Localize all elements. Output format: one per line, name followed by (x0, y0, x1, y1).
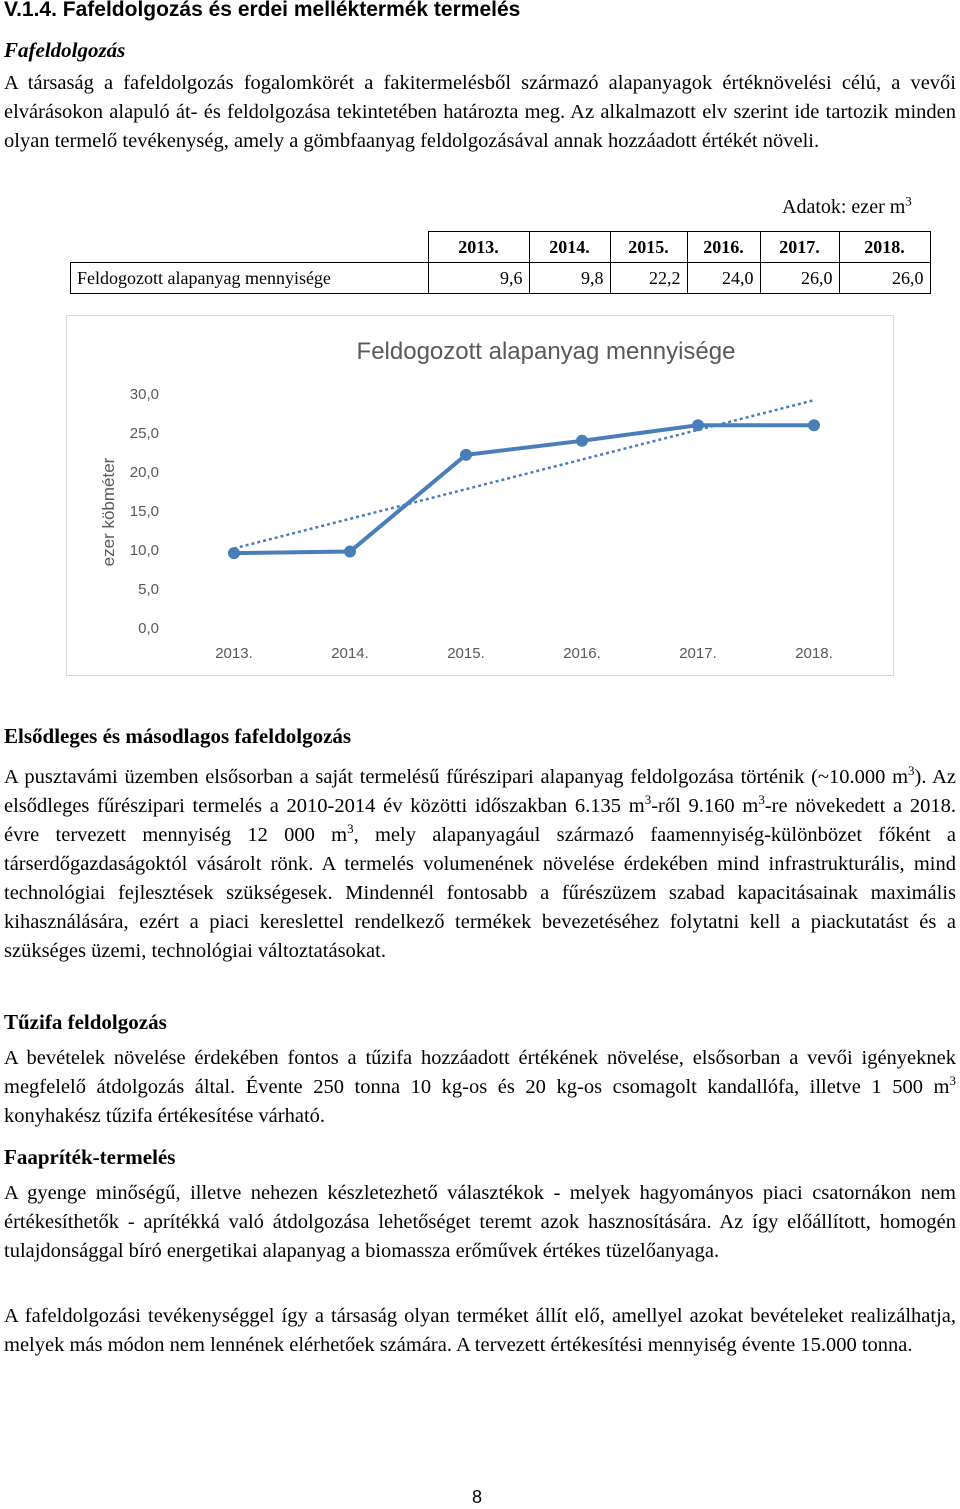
series-line (234, 425, 814, 553)
woodchips-paragraph: A gyenge minőségű, illetve nehezen készletezhető választékok - melyek hagyományos piaci csatornákon nem értékesíthetők - aprítékká való átdolgozása lehetőséget teremt azok hasznosítására. Az így előállított, homogén tulajdonsággal bíró energetikai alapanyag a biomassza erőművek értékes tüzelőanyaga. (4, 1182, 956, 1262)
x-tick-label: 2013. (215, 645, 253, 662)
table-header-year: 2014. (529, 232, 610, 263)
section-title-woodchips: Faapríték-termelés (4, 1145, 176, 1169)
data-table (70, 231, 931, 294)
x-tick-label: 2017. (679, 645, 717, 662)
x-tick-label: 2016. (563, 645, 601, 662)
table-cell: 26,0 (839, 263, 930, 294)
closing-paragraph: A fafeldolgozási tevékenységgel így a társaság olyan terméket állít elő, amellyel azokat bevételeket realizálhatja, melyek más módon nem lennének elérhetőek számára. A tervezett értékesítési mennyiség évente 15.000 tonna. (4, 1305, 956, 1356)
data-point (228, 547, 240, 559)
data-point (692, 419, 704, 431)
x-tick-label: 2015. (447, 645, 485, 662)
table-cell: 26,0 (760, 263, 839, 294)
table-header-year: 2017. (760, 232, 839, 263)
processing-paragraph: A pusztavámi üzemben elsősorban a saját termelésű fűrészipari alapanyag feldolgozása történik (~10.000 $m^3$). Az elsődleges fűrészipari termelés a 2010-2014 év közötti időszakban 6.135 $m^3$-ről 9.160 $m^3-re$ növekedett a 2018. évre tervezett mennyiség 12 000 $m^3$, mely alapanyagául származó faamennyiség-különbözet főként a társerdőgazdaságoktól vásárolt rönk. A termelés volumenének növelése érdekében mind infrastrukturális, mind technológiai fejlesztések szükségesek. Mindennél fontosabb a fűrészüzem szabad kapacitásainak maximális kihasználására, ezért a piaci kereslettel rendelkező termékek bevezetéséhez folytatni kell a piackutatást és a szükséges üzemi, technológiai változtatásokat. (4, 763, 957, 962)
data-point (344, 546, 356, 558)
y-axis-label: ezer köbméter (99, 457, 118, 567)
table-row-label: Feldogozott alapanyag mennyisége (71, 263, 429, 294)
y-tick-label: 30,0 (129, 386, 159, 403)
y-tick-label: 25,0 (129, 425, 159, 442)
table-header-year: 2013. (428, 232, 529, 263)
data-point (808, 419, 820, 431)
y-tick-label: 15,0 (129, 503, 159, 520)
section-title-primary-secondary: Elsődleges és másodlagos fafeldolgozás (4, 724, 352, 748)
table-corner (71, 232, 429, 263)
table-cell: 9,8 (529, 263, 610, 294)
page-number: 8 (472, 1487, 483, 1507)
table-cell: 24,0 (687, 263, 760, 294)
section-title-firewood: Tűzifa feldolgozás (4, 1010, 167, 1034)
data-point (576, 435, 588, 447)
table-header-year: 2018. (839, 232, 930, 263)
table-header-year: 2016. (687, 232, 760, 263)
y-tick-label: 20,0 (129, 464, 159, 481)
y-tick-label: 5,0 (138, 581, 159, 598)
intro-paragraph: A társaság a fafeldolgozás fogalomkörét a fakitermelésből származó alapanyagok értéknövelési célú, a vevői elvárásokon alapuló át- és feldolgozása tekintetében határozta meg. Az alkalmazott elv szerint ide tartozik minden olyan termelő tevékenység, amely a gömbfaanyag feldolgozásával annak hozzáadott értékét növeli. (4, 72, 956, 152)
table-cell: 22,2 (610, 263, 687, 294)
chart-svg (67, 316, 895, 677)
x-tick-label: 2014. (331, 645, 369, 662)
section-heading: V.1.4. Fafeldolgozás és erdei melléktermék termelés (4, 0, 521, 21)
subheading-fafeldolgozas: Fafeldolgozás (4, 38, 126, 62)
line-chart (66, 315, 894, 676)
y-tick-label: 0,0 (138, 620, 159, 637)
units-label: Adatok: ezer $m^3$ (782, 193, 912, 218)
firewood-paragraph: A bevételek növelése érdekében fontos a tűzifa hozzáadott értékének növelése, elsősorban a vevői igényeknek megfelelő átdolgozás által. Évente 250 tonna 10 kg-os és 20 kg-os csomagolt kandallófa, illetve 1 500 $m^3$ konyhakész tűzifa értékesítése várható. (4, 1047, 956, 1127)
table-cell: 9,6 (428, 263, 529, 294)
table-header-year: 2015. (610, 232, 687, 263)
y-tick-label: 10,0 (129, 542, 159, 559)
chart-title: Feldogozott alapanyag mennyisége (356, 338, 736, 365)
data-point (460, 449, 472, 461)
x-tick-label: 2018. (795, 645, 833, 662)
trendline (234, 400, 814, 548)
